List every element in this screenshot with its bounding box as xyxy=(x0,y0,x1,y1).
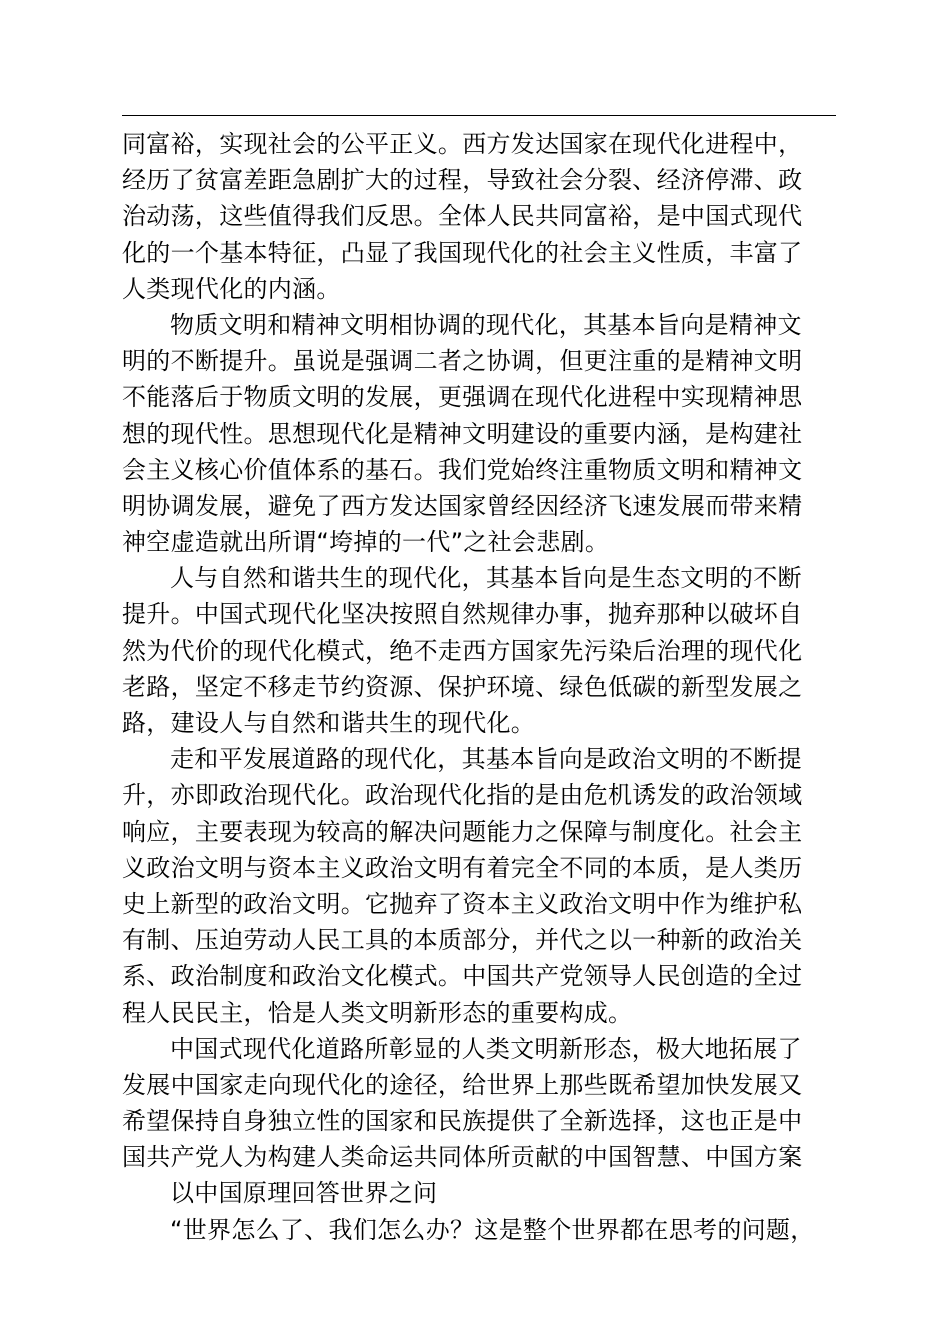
text-line: 明的不断提升。虽说是强调二者之协调，但更注重的是精神文明 xyxy=(122,347,803,376)
text-line: 不能落后于物质文明的发展，更强调在现代化进程中实现精神思 xyxy=(122,383,803,412)
text-line: 程人民民主，恰是人类文明新形态的重要构成。 xyxy=(122,998,633,1027)
text-line: 化的一个基本特征，凸显了我国现代化的社会主义性质，丰富了 xyxy=(122,238,803,267)
text-line: 国共产党人为构建人类命运共同体所贡献的中国智慧、中国方案 xyxy=(122,1143,803,1172)
text-line: 治动荡，这些值得我们反思。全体人民共同富裕，是中国式现代 xyxy=(122,202,803,231)
text-line: 物质文明和精神文明相协调的现代化，其基本旨向是精神文 xyxy=(170,310,802,339)
text-line: 希望保持自身独立性的国家和民族提供了全新选择，这也正是中 xyxy=(122,1107,803,1136)
text-line: 升，亦即政治现代化。政治现代化指的是由危机诱发的政治领域 xyxy=(122,781,803,810)
text-line: 经历了贫富差距急剧扩大的过程，导致社会分裂、经济停滞、政 xyxy=(122,166,803,195)
text-line: 走和平发展道路的现代化，其基本旨向是政治文明的不断提 xyxy=(170,745,802,774)
text-line: 中国式现代化道路所彰显的人类文明新形态，极大地拓展了 xyxy=(170,1034,802,1063)
text-line: 会主义核心价值体系的基石。我们党始终注重物质文明和精神文 xyxy=(122,455,803,484)
text-line: 人类现代化的内涵。 xyxy=(122,274,341,303)
body-text xyxy=(122,126,842,1248)
text-line: 响应，主要表现为较高的解决问题能力之保障与制度化。社会主 xyxy=(122,817,803,846)
text-line: 义政治文明与资本主义政治文明有着完全不同的本质，是人类历 xyxy=(122,853,803,882)
text-line: 路，建设人与自然和谐共生的现代化。 xyxy=(122,709,536,737)
text-line: 老路，坚定不移走节约资源、保护环境、绿色低碳的新型发展之 xyxy=(122,672,803,701)
text-line: 人与自然和谐共生的现代化，其基本旨向是生态文明的不断 xyxy=(170,564,802,593)
text-line: 神空虚造就出所谓“垮掉的一代”之社会悲剧。 xyxy=(122,528,610,557)
text-line: 想的现代性。思想现代化是精神文明建设的重要内涵，是构建社 xyxy=(122,419,803,448)
text-line: 有制、压迫劳动人民工具的本质部分，并代之以一种新的政治关 xyxy=(122,926,803,955)
text-line: 然为代价的现代化模式，绝不走西方国家先污染后治理的现代化 xyxy=(122,636,803,665)
text-line: 提升。中国式现代化坚决按照自然规律办事，抛弃那种以破坏自 xyxy=(122,600,803,629)
header-rule xyxy=(122,115,836,116)
text-line: 发展中国家走向现代化的途径，给世界上那些既希望加快发展又 xyxy=(122,1070,803,1099)
text-line: 史上新型的政治文明。它抛弃了资本主义政治文明中作为维护私 xyxy=(122,889,803,918)
text-line: 同富裕，实现社会的公平正义。西方发达国家在现代化进程中， xyxy=(122,130,803,158)
text-line: 明协调发展，避免了西方发达国家曾经因经济飞速发展而带来精 xyxy=(122,491,803,520)
text-line: “世界怎么了、我们怎么办？这是整个世界都在思考的问题， xyxy=(170,1215,815,1244)
text-line: 以中国原理回答世界之问 xyxy=(170,1179,438,1208)
text-line: 系、政治制度和政治文化模式。中国共产党领导人民创造的全过 xyxy=(122,962,803,991)
